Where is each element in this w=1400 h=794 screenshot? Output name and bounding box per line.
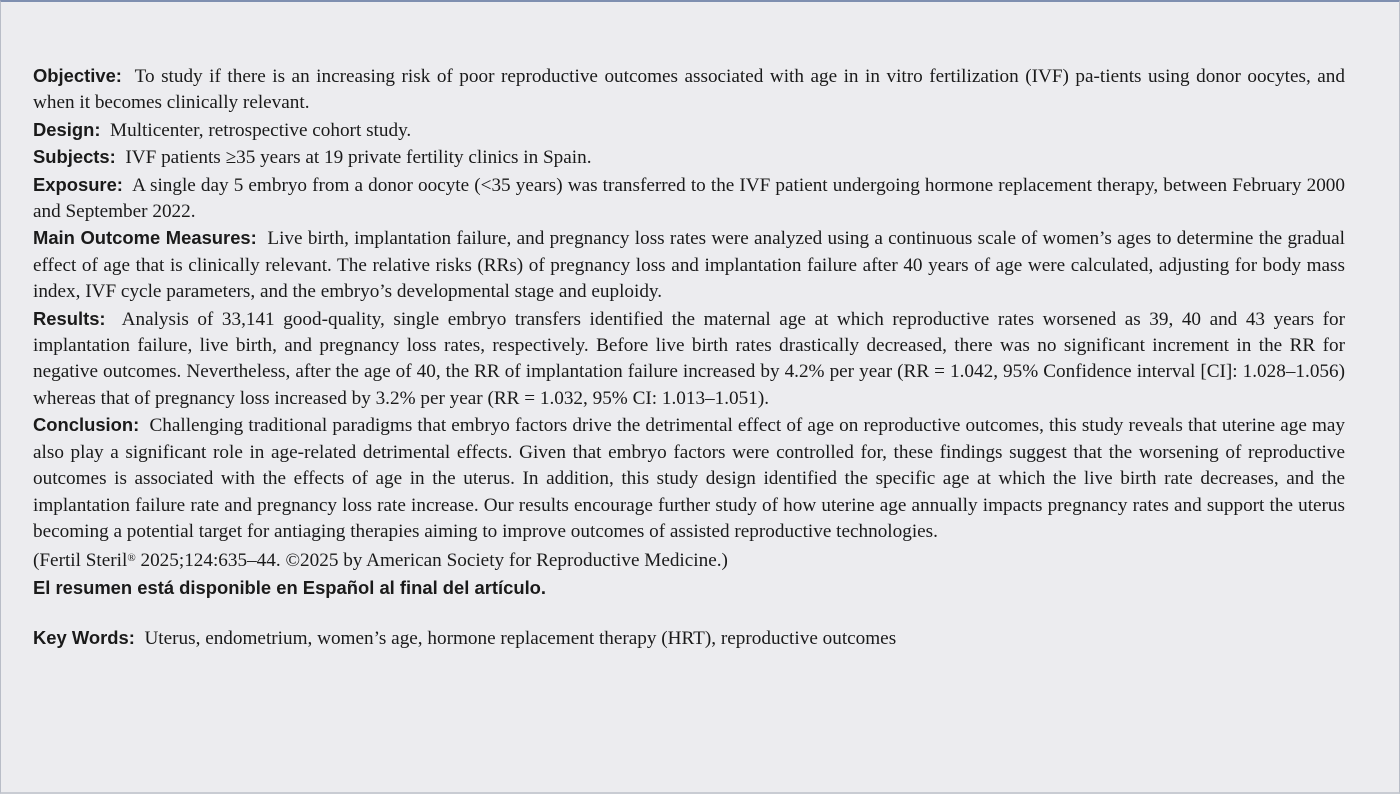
main-outcome-measures-label: Main Outcome Measures:: [33, 227, 257, 249]
exposure-paragraph: [33, 172, 1345, 226]
conclusion-label: Conclusion:: [33, 414, 140, 436]
key-words-paragraph: [33, 625, 1345, 652]
citation-prefix: (Fertil Steril: [33, 550, 128, 572]
objective-paragraph: [33, 63, 1345, 117]
design-text: Multicenter, retrospective cohort study.: [110, 119, 412, 141]
main-outcome-measures-text: Live birth, implantation failure, and pregnancy loss rates were analyzed using a continuous scale of women’s ages to determine the gradual effect of age that is clinically relevant. The relative risks (RRs) of pregnancy loss and implantation failure after 40 years of age were calculated, adjusting for body mass index, IVF cycle parameters, and the embryo’s developmental stage and euploidy.: [33, 228, 1345, 303]
subjects-label: Subjects:: [33, 146, 116, 168]
design-paragraph: [33, 117, 1345, 144]
results-label: Results:: [33, 307, 106, 329]
spanish-summary-note: El resumen está disponible en Español al final del artículo.: [33, 576, 547, 598]
abstract-body: [33, 63, 1345, 653]
subjects-paragraph: [33, 144, 1345, 171]
registered-mark: ®: [127, 552, 136, 565]
subjects-text: IVF patients ≥35 years at 19 private fertility clinics in Spain.: [125, 147, 592, 169]
conclusion-text: Challenging traditional paradigms that embryo factors drive the detrimental effect of age on reproductive outcomes, this study reveals that uterine age may also play a significant role in age-related detrimental effects. Given that embryo factors were controlled for, these findings suggest that the worsening of reproductive outcomes is associated with the effects of age in the uterus. In addition, this study design identified the specific age at which the live birth rate decreases, and the implantation failure rate and pregnancy loss rate increase. Our results encourage further study of how uterine age annually impacts pregnancy rates and support the uterus becoming a potential target for antiaging therapies aiming to improve outcomes of assisted reproductive technologies.: [33, 415, 1345, 542]
results-paragraph: [33, 306, 1345, 413]
main-outcome-measures-paragraph: [33, 225, 1345, 305]
key-words-text: Uterus, endometrium, women’s age, hormone replacement therapy (HRT), reproductive outcomes: [144, 628, 897, 650]
exposure-label: Exposure:: [33, 173, 123, 195]
results-text: Analysis of 33,141 good-quality, single embryo transfers identified the maternal age at which reproductive rates worsened as 39, 40 and 43 years for implantation failure, live birth, and pregnancy loss rates, respectively. Before live birth rates drastically decreased, there was no significant increment in the RR for negative outcomes. Nevertheless, after the age of 40, the RR of implantation failure increased by 4.2% per year (RR = 1.042, 95% Confidence interval [CI]: 1.028–1.056) whereas that of pregnancy loss increased by 3.2% per year (RR = 1.032, 95% CI: 1.013–1.051).: [33, 308, 1345, 409]
citation: [33, 550, 728, 571]
key-words-label: Key Words:: [33, 627, 135, 649]
exposure-text: A single day 5 embryo from a donor oocyte (<35 years) was transferred to the IVF patient undergoing hormone replacement therapy, between February 2000 and September 2022.: [33, 174, 1345, 223]
citation-suffix: 2025;124:635–44. ©2025 by American Society for Reproductive Medicine.): [135, 550, 728, 572]
objective-text: To study if there is an increasing risk of poor reproductive outcomes associated with age in in vitro fertilization (IVF) pa-tients using donor oocytes, and when it becomes clinically relevant.: [33, 66, 1345, 114]
design-label: Design:: [33, 118, 101, 140]
conclusion-paragraph: [33, 412, 1345, 574]
objective-label: Objective:: [33, 65, 122, 86]
